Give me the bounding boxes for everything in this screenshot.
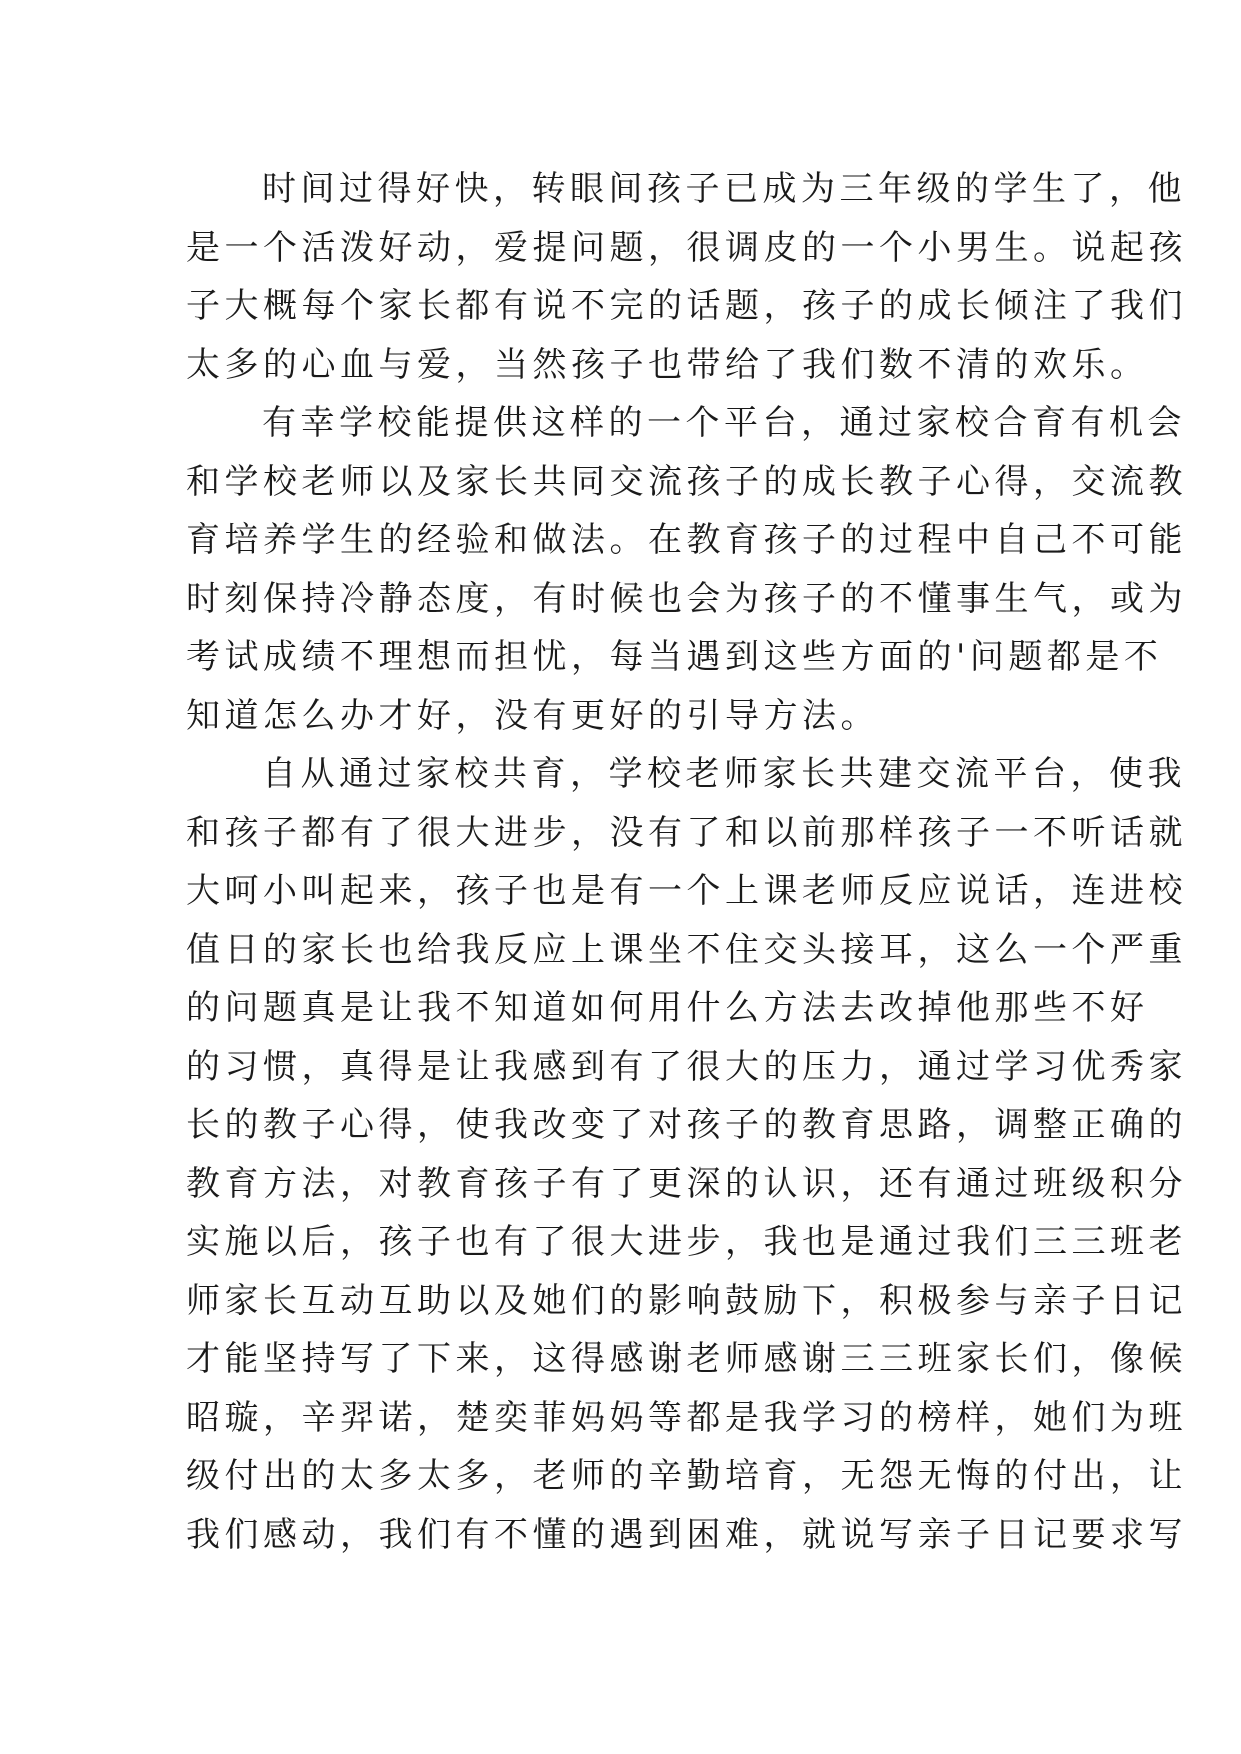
text-line: 和孩子都有了很大进步，没有了和以前那样孩子一不听话就 bbox=[186, 812, 1187, 853]
text-line: 大呵小叫起来，孩子也是有一个上课老师反应说话，连进校 bbox=[186, 871, 1187, 911]
text-line: 昭璇，辛羿诺，楚奕菲妈妈等都是我学习的榜样，她们为班 bbox=[186, 1397, 1187, 1438]
text-line: 值日的家长也给我反应上课坐不住交头接耳，这么一个严重 bbox=[186, 929, 1187, 970]
text-line: 时刻保持冷静态度，有时候也会为孩子的不懂事生气，或为 bbox=[186, 578, 1187, 619]
text-line: 自从通过家校共育，学校老师家长共建交流平台，使我 bbox=[262, 754, 1186, 794]
text-line: 的问题真是让我不知道如何用什么方法去改掉他那些不好 bbox=[186, 988, 1149, 1028]
text-line: 时间过得好快，转眼间孩子已成为三年级的学生了，他 bbox=[262, 169, 1186, 209]
text-line: 实施以后，孩子也有了很大进步，我也是通过我们三三班老 bbox=[186, 1222, 1187, 1262]
text-line: 育培养学生的经验和做法。在教育孩子的过程中自己不可能 bbox=[186, 520, 1187, 560]
text-line: 的习惯，真得是让我感到有了很大的压力，通过学习优秀家 bbox=[186, 1046, 1187, 1087]
text-line: 级付出的太多太多，老师的辛勤培育，无怨无悔的付出，让 bbox=[186, 1456, 1187, 1496]
text-line: 教育方法，对教育孩子有了更深的认识，还有通过班级积分 bbox=[186, 1163, 1187, 1204]
text-line: 和学校老师以及家长共同交流孩子的成长教子心得，交流教 bbox=[186, 461, 1187, 502]
paragraph-2 bbox=[186, 394, 1187, 745]
text-line: 师家长互动互助以及她们的影响鼓励下，积极参与亲子日记 bbox=[186, 1280, 1187, 1321]
paragraph-3 bbox=[186, 745, 1187, 1564]
text-line: 才能坚持写了下来，这得感谢老师感谢三三班家长们，像候 bbox=[186, 1339, 1187, 1379]
paragraph-1 bbox=[186, 160, 1187, 394]
text-line: 太多的心血与爱，当然孩子也带给了我们数不清的欢乐。 bbox=[186, 344, 1149, 385]
document-body bbox=[186, 160, 1187, 1564]
text-line: 长的教子心得，使我改变了对孩子的教育思路，调整正确的 bbox=[186, 1105, 1187, 1145]
text-line: 有幸学校能提供这样的一个平台，通过家校合育有机会 bbox=[262, 403, 1186, 443]
text-line: 我们感动，我们有不懂的遇到困难，就说写亲子日记要求写 bbox=[186, 1514, 1187, 1555]
text-line: 知道怎么办才好，没有更好的引导方法。 bbox=[186, 695, 879, 736]
text-line: 是一个活泼好动，爱提问题，很调皮的一个小男生。说起孩 bbox=[186, 227, 1187, 268]
text-line: 子大概每个家长都有说不完的话题，孩子的成长倾注了我们 bbox=[186, 286, 1187, 326]
text-line: 考试成绩不理想而担忧，每当遇到这些方面的'问题都是不 bbox=[186, 637, 1163, 677]
